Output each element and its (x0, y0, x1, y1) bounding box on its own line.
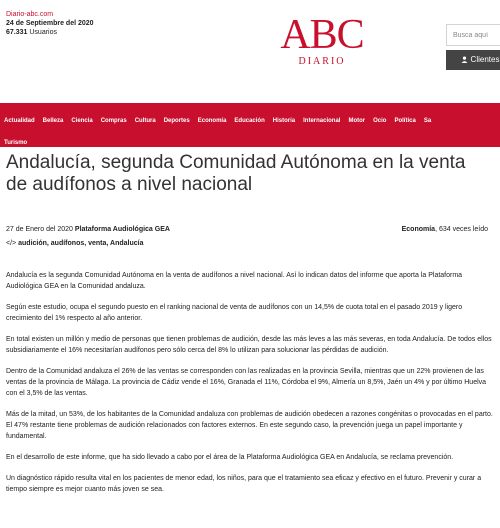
site-link[interactable]: Diario-abc.com (6, 11, 54, 18)
nav-item-belleza[interactable]: Belleza (42, 118, 64, 124)
clients-label: Clientes (470, 55, 500, 64)
nav-item-actualidad[interactable]: Actualidad (4, 118, 35, 124)
nav-item-deportes[interactable]: Deportes (163, 118, 190, 124)
site-logo[interactable] (280, 12, 364, 67)
code-tag-icon: </> (6, 240, 17, 247)
article-paragraph: Más de la mitad, un 53%, de los habitantes de la Comunidad andaluza con problemas de audición obedecen a razones congénitas o provocadas en el parto. El 47% restante tiene problemas de audición relacionados con factores externos. En este segundo caso, la prevención juega un papel importante y fundamental. (6, 411, 493, 440)
article-section[interactable]: Economía (401, 226, 436, 233)
users-counter (6, 29, 57, 36)
nav-item-cultura[interactable]: Cultura (134, 118, 156, 124)
article-paragraph: En el desarrollo de este informe, que ha sido llevado a cabo por el área de la Plataforma Audiológica GEA en Andalucía, se reclama prevención. (6, 454, 454, 461)
nav-item-politica[interactable]: Política (394, 118, 416, 124)
article-title: Andalucía, segunda Comunidad Autónoma en la venta de audífonos a nivel nacional (6, 152, 466, 195)
tag-list[interactable]: audición, audífonos, venta, Andalucía (18, 240, 144, 247)
article-tags (6, 238, 494, 250)
search-input[interactable] (446, 24, 500, 46)
nav-row-primary (4, 115, 439, 127)
site-meta (6, 10, 94, 37)
clients-button[interactable] (446, 50, 500, 70)
nav-item-educacion[interactable]: Educación (234, 118, 265, 124)
nav-item-turismo[interactable]: Turismo (4, 140, 28, 146)
article-paragraph: Dentro de la Comunidad andaluza el 26% de las ventas se corresponden con las realizadas en la provincia Sevilla, mientras que un 22% provienen de las ventas de la provincia de Málaga. La provincia de Cádiz vende el 16%, Granada el 11%, Córdoba el 9%, Almería un 8,5%, Jaén un 4% y por último Huelva con el 3,5% de las ventas. (6, 368, 487, 397)
user-icon (461, 56, 468, 63)
article-date: 27 de Enero del 2020 (6, 226, 73, 233)
article-views: , 634 veces leído (435, 226, 488, 233)
users-count: 67.331 (6, 29, 28, 36)
article-paragraph: En total existen un millón y medio de personas que tienen problemas de audición, desde las más leves a las más severas, en toda Andalucía. De todos ellos subsidiariamente el 16% necesitarían audífonos pero sólo cerca del 8% lo utilizan para solucionar las pérdidas de audición. (6, 336, 492, 354)
article-meta (6, 224, 494, 250)
nav-item-internacional[interactable]: Internacional (303, 118, 341, 124)
article-body (6, 270, 494, 505)
article-paragraph: Andalucía es la segunda Comunidad Autónoma en la venta de audífonos a nivel nacional. Así lo indican datos del informe que aporta la Plataforma Audiológica GEA en la Comunidad andaluza. (6, 272, 463, 290)
article-stats (402, 224, 488, 236)
logo-sub: DIARIO (298, 56, 346, 67)
article-author[interactable]: Plataforma Audiológica GEA (74, 226, 170, 233)
nav-item-historia[interactable]: Historia (272, 118, 296, 124)
nav-item-ocio[interactable]: Ocio (373, 118, 387, 124)
article-paragraph: Un diagnóstico rápido resulta vital en los pacientes de menor edad, los niños, para que el tratamiento sea eficaz y efectivo en el futuro. Prevenir y curar a tiempo siempre es mejor cuanto más joven se sea. (6, 475, 482, 493)
users-label: Usuarios (29, 29, 57, 36)
nav-item-sa[interactable]: Sa (423, 118, 432, 124)
nav-item-motor[interactable]: Motor (348, 118, 366, 124)
nav-item-ciencia[interactable]: Ciencia (71, 118, 93, 124)
current-date: 24 de Septiembre del 2020 (6, 20, 94, 27)
logo-main: ABC (280, 12, 364, 58)
nav-item-compras[interactable]: Compras (100, 118, 127, 124)
article-paragraph: Según este estudio, ocupa el segundo puesto en el ranking nacional de venta de audífonos con un 14,5% de cuota total en el pasado 2019 y ligero crecimiento del 1% respecto al año anterior. (6, 304, 463, 322)
nav-item-economia[interactable]: Economía (197, 118, 227, 124)
main-nav (0, 103, 500, 147)
nav-row-secondary (4, 137, 35, 149)
site-header (0, 0, 500, 80)
